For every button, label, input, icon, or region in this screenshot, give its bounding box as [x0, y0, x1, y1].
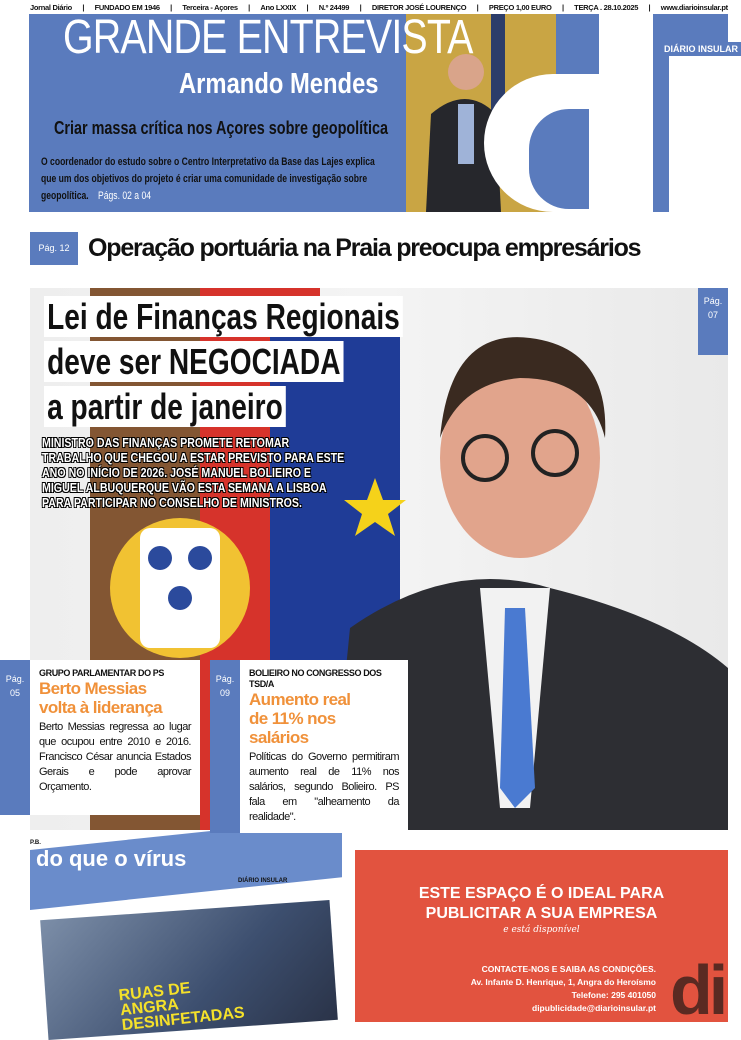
headline-line: deve ser NEGOCIADA — [44, 341, 344, 382]
previous-edition-thumbnail[interactable] — [30, 846, 342, 1035]
page-label: Pág. — [703, 296, 723, 306]
masthead-item: FUNDADO EM 1946 — [94, 2, 160, 12]
lead-summary-block — [41, 154, 392, 205]
masthead-item: DIRETOR JOSÉ LOURENÇO — [371, 2, 467, 12]
ad-logo: di — [670, 951, 725, 1029]
ad-email[interactable]: dipublicidade@diarioinsular.pt — [532, 1003, 656, 1013]
lead-pages: Págs. 02 a 04 — [98, 190, 151, 202]
story-card-salarios[interactable] — [210, 660, 408, 833]
masthead-item: TERÇA . 28.10.2025 — [574, 2, 639, 12]
card-title-line: Berto Messias — [39, 679, 147, 698]
logo-letter-i — [669, 54, 728, 212]
brand-label: DIÁRIO INSULAR — [661, 42, 741, 56]
card-text: Berto Messias regressa ao lugar que ocupou entre 2010 e 2016. Francisco César anuncia Estados Gerais e pode aprovar Orçamento. — [39, 721, 191, 793]
ad-headline-line: PUBLICITAR A SUA EMPRESA — [425, 905, 658, 922]
page-ref — [0, 660, 30, 815]
thumb-headline: do que o vírus — [36, 846, 187, 871]
page-number: 09 — [219, 688, 230, 698]
card-kicker: GRUPO PARLAMENTAR DO PS — [39, 668, 164, 678]
masthead-item: PREÇO 1,00 EURO — [488, 2, 552, 12]
masthead-item: Jornal Diário — [30, 2, 72, 12]
headline-line: Lei de Finanças Regionais — [44, 296, 403, 337]
card-title-line: de 11% nos salários — [249, 709, 336, 747]
interviewee-name: Armando Mendes — [179, 68, 379, 100]
page-label: Pág. — [5, 674, 25, 684]
pb-label: P.B. — [30, 840, 41, 846]
lead-summary: O coordenador do estudo sobre o Centro Interpretativo da Base das Lajes explica que um dos objetivos do projeto é criar uma comunidade de investigação sobre geopolítica. — [41, 156, 375, 202]
ad-tagline: e está disponível — [503, 925, 580, 935]
thumb-story: RUAS DE ANGRA DESINFETADAS — [117, 979, 246, 1035]
masthead-item: N.º 24499 — [318, 2, 350, 12]
story-card-berto-messias[interactable] — [0, 660, 200, 815]
section-kicker: GRANDE ENTREVISTA — [63, 11, 473, 64]
lead-story-banner[interactable] — [29, 11, 738, 212]
masthead-item: Ano LXXIX — [260, 2, 297, 12]
card-title-line: volta à liderança — [39, 698, 163, 717]
logo-letter-d-stem — [599, 14, 653, 212]
main-summary: MINISTRO DAS FINANÇAS PROMETE RETOMAR TRABALHO QUE CHEGOU A ESTAR PREVISTO PARA ESTE ANO NO INÍCIO DE 2026. JOSÉ MANUEL BOLIEIRO E MIGUEL ALBUQUERQUE VÃO ESTA SEMANA A LISBOA PARA PARTICIPAR NO CONSELHO DE MINISTROS. — [42, 436, 345, 510]
ad-contact-line: CONTACTE-NOS E SAIBA AS CONDIÇÕES. — [481, 964, 656, 974]
page-ref-12: Pág. 12 — [30, 232, 78, 265]
card-title-line: Aumento real — [249, 690, 351, 709]
second-headline[interactable]: Operação portuária na Praia preocupa empresários — [88, 234, 641, 262]
ad-phone: Telefone: 295 401050 — [571, 990, 656, 1000]
masthead-item: Terceira - Açores — [182, 2, 238, 12]
card-text: Políticas do Governo permitiram aumento real de 11% nos salários, segundo Bolieiro. PS fala em "alheamento da realidade". — [249, 751, 399, 823]
main-headline[interactable] — [44, 294, 403, 429]
page-ref-07 — [698, 288, 728, 355]
page-number: 05 — [9, 688, 20, 698]
page-ref — [210, 660, 240, 833]
page-number: 07 — [707, 310, 718, 320]
ad-headline — [355, 884, 728, 924]
card-kicker: BOLIEIRO NO CONGRESSO DOS TSD/A — [249, 668, 382, 689]
ad-headline-line: ESTE ESPAÇO É O IDEAL PARA — [418, 885, 665, 902]
ad-address: Av. Infante D. Henrique, 1, Angra do Heroísmo — [470, 977, 656, 987]
logo-letter-d-counter — [529, 109, 589, 209]
masthead-bar: Jornal Diário | FUNDADO EM 1946 | Terceira - Açores | Ano LXXIX | N.º 24499 | DIRETOR JOSÉ LOURENÇO | PREÇO 1,00 EURO | TERÇA . 28.10.2025 | www.diarioinsular.pt — [30, 2, 728, 12]
ad-contact — [471, 963, 656, 1015]
thumb-brand: DIÁRIO INSULAR — [238, 878, 288, 884]
headline-line: a partir de janeiro — [44, 386, 286, 427]
website-link[interactable]: www.diarioinsular.pt — [660, 2, 728, 12]
advertisement[interactable] — [355, 850, 728, 1029]
lead-headline[interactable]: Criar massa crítica nos Açores sobre geopolítica — [54, 118, 388, 138]
page-label: Pág. — [215, 674, 235, 684]
